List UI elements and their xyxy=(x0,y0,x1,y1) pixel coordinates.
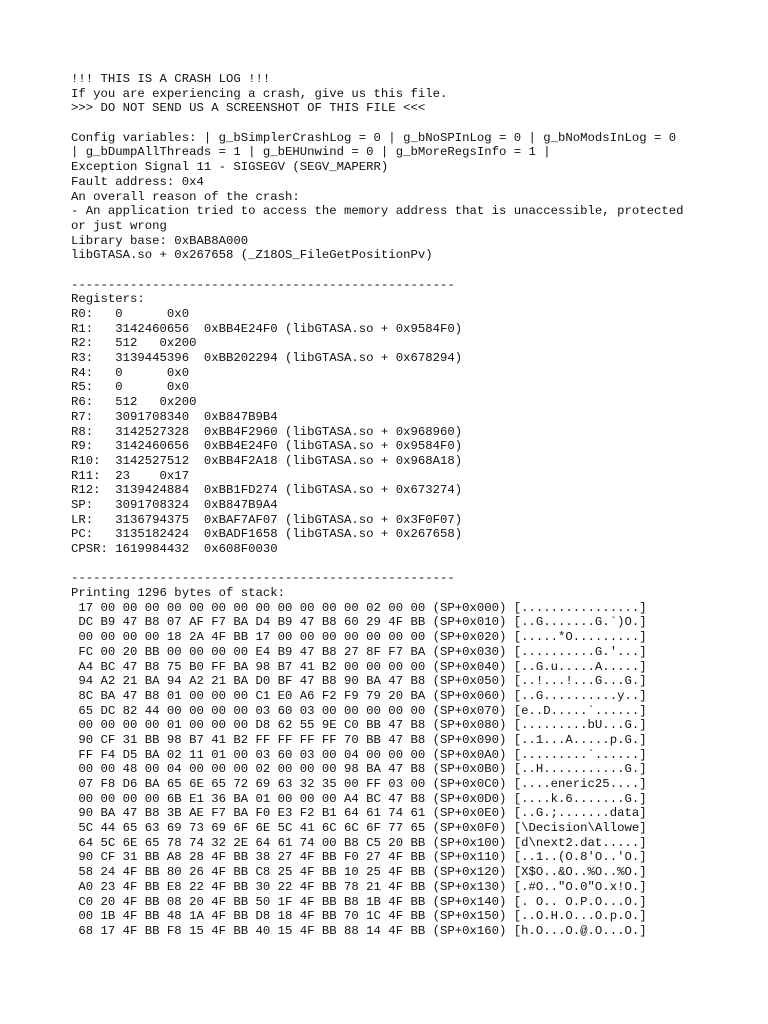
stack-dump-row: 94 A2 21 BA 94 A2 21 BA D0 BF 47 B8 90 BA 47 B8 (SP+0x050) [..!...!...G...G.] xyxy=(71,674,647,689)
stack-dump-row: 64 5C 6E 65 78 74 32 2E 64 61 74 00 B8 C5 20 BB (SP+0x100) [d\next2.dat.....] xyxy=(71,835,647,850)
log-line: Config variables: | g_bSimplerCrashLog = 0 | g_bNoSPInLog = 0 | g_bNoModsInLog = 0 xyxy=(71,130,677,145)
register-row: LR: 3136794375 0xBAF7AF07 (libGTASA.so + 0x3F0F07) xyxy=(71,512,463,527)
stack-dump-row: 00 00 00 00 6B E1 36 BA 01 00 00 00 A4 BC 47 B8 (SP+0x0D0) [....k.6.......G.] xyxy=(71,791,647,806)
log-line: Exception Signal 11 - SIGSEGV (SEGV_MAPERR) xyxy=(71,160,389,175)
separator-line: ---------------------------------------------------- xyxy=(71,571,455,586)
stack-dump-row: 58 24 4F BB 80 26 4F BB C8 25 4F BB 10 25 4F BB (SP+0x120) [X$O..&O..%O..%O.] xyxy=(71,865,647,880)
register-row: R11: 23 0x17 xyxy=(71,468,190,483)
stack-dump-row: 68 17 4F BB F8 15 4F BB 40 15 4F BB 88 14 4F BB (SP+0x160) [h.O...O.@.O...O.] xyxy=(71,923,647,938)
register-row: SP: 3091708324 0xB847B9A4 xyxy=(71,497,278,512)
log-line xyxy=(71,263,761,278)
stack-dump-row: 00 00 48 00 04 00 00 00 02 00 00 00 98 BA 47 B8 (SP+0x0B0) [..H...........G.] xyxy=(71,762,647,777)
stack-dump-row: A4 BC 47 B8 75 B0 FF BA 98 B7 41 B2 00 00 00 00 (SP+0x040) [..G.u.....A.....] xyxy=(71,659,647,674)
register-row: R12: 3139424884 0xBB1FD274 (libGTASA.so + 0x673274) xyxy=(71,483,463,498)
log-line: If you are experiencing a crash, give us this file. xyxy=(71,86,448,101)
separator-line: ---------------------------------------------------- xyxy=(71,277,455,292)
register-row: R6: 512 0x200 xyxy=(71,395,197,410)
register-row: R1: 3142460656 0xBB4E24F0 (libGTASA.so + 0x9584F0) xyxy=(71,321,463,336)
register-row: R7: 3091708340 0xB847B9B4 xyxy=(71,409,278,424)
stack-dump-row: 00 00 00 00 18 2A 4F BB 17 00 00 00 00 00 00 00 (SP+0x020) [.....*O.........] xyxy=(71,630,647,645)
stack-dump-row: 90 CF 31 BB 98 B7 41 B2 FF FF FF FF 70 BB 47 B8 (SP+0x090) [..1...A.....p.G.] xyxy=(71,732,647,747)
stack-dump-row: 65 DC 82 44 00 00 00 00 03 60 03 00 00 00 00 00 (SP+0x070) [e..D.....`......] xyxy=(71,703,647,718)
stack-dump-row: 07 F8 D6 BA 65 6E 65 72 69 63 32 35 00 FF 03 00 (SP+0x0C0) [....eneric25....] xyxy=(71,777,647,791)
log-line: libGTASA.so + 0x267658 (_Z18OS_FileGetPositionPv) xyxy=(71,248,433,263)
stack-dump-row: 5C 44 65 63 69 73 69 6F 6E 5C 41 6C 6C 6F 77 65 (SP+0x0F0) [\Decision\Allowe] xyxy=(71,821,647,836)
log-line: An overall reason of the crash: xyxy=(71,189,300,204)
stack-heading: Printing 1296 bytes of stack: xyxy=(71,586,286,601)
stack-dump-row: FF F4 D5 BA 02 11 01 00 03 60 03 00 04 00 00 00 (SP+0x0A0) [.........`......] xyxy=(71,747,647,762)
stack-dump-row: 00 00 00 00 01 00 00 00 D8 62 55 9E C0 BB 47 B8 (SP+0x080) [.........bU...G.] xyxy=(71,718,647,733)
stack-dump-row: DC B9 47 B8 07 AF F7 BA D4 B9 47 B8 60 29 4F BB (SP+0x010) [..G.......G.`)O.] xyxy=(71,615,647,630)
register-row: R0: 0 0x0 xyxy=(71,307,190,321)
crash-log-text xyxy=(71,72,761,939)
register-row: R4: 0 0x0 xyxy=(71,365,190,380)
log-line: - An application tried to access the memory address that is unaccessible, protected xyxy=(71,204,684,219)
log-line: Library base: 0xBAB8A000 xyxy=(71,233,249,248)
stack-dump-row: C0 20 4F BB 08 20 4F BB 50 1F 4F BB B8 1B 4F BB (SP+0x140) [. O.. O.P.O...O.] xyxy=(71,894,647,909)
register-row: PC: 3135182424 0xBADF1658 (libGTASA.so + 0x267658) xyxy=(71,527,463,542)
register-row: R8: 3142527328 0xBB4F2960 (libGTASA.so + 0x968960) xyxy=(71,424,463,439)
registers-heading: Registers: xyxy=(71,292,145,307)
register-row: CPSR: 1619984432 0x608F0030 xyxy=(71,542,278,556)
stack-dump-row: 17 00 00 00 00 00 00 00 00 00 00 00 00 02 00 00 (SP+0x000) [................] xyxy=(71,600,647,615)
stack-dump-row: 90 CF 31 BB A8 28 4F BB 38 27 4F BB F0 27 4F BB (SP+0x110) [..1..(O.8'O..'O.] xyxy=(71,850,647,865)
log-line: Fault address: 0x4 xyxy=(71,174,204,189)
register-row: R10: 3142527512 0xBB4F2A18 (libGTASA.so + 0x968A18) xyxy=(71,453,463,468)
register-row: R3: 3139445396 0xBB202294 (libGTASA.so + 0x678294) xyxy=(71,351,463,366)
log-line xyxy=(71,116,761,131)
log-line: | g_bDumpAllThreads = 1 | g_bEHUnwind = 0 | g_bMoreRegsInfo = 1 | xyxy=(71,145,551,160)
stack-dump-row: 90 BA 47 B8 3B AE F7 BA F0 E3 F2 B1 64 61 74 61 (SP+0x0E0) [..G.;.......data] xyxy=(71,806,647,821)
log-line: or just wrong xyxy=(71,218,167,233)
log-line: !!! THIS IS A CRASH LOG !!! xyxy=(71,72,271,86)
stack-dump-row: 00 1B 4F BB 48 1A 4F BB D8 18 4F BB 70 1C 4F BB (SP+0x150) [..O.H.O...O.p.O.] xyxy=(71,909,647,924)
stack-dump-row: 8C BA 47 B8 01 00 00 00 C1 E0 A6 F2 F9 79 20 BA (SP+0x060) [..G..........y..] xyxy=(71,688,647,703)
register-row: R2: 512 0x200 xyxy=(71,336,197,351)
log-line xyxy=(71,557,761,572)
stack-dump-row: FC 00 20 BB 00 00 00 00 E4 B9 47 B8 27 8F F7 BA (SP+0x030) [..........G.'...] xyxy=(71,644,647,659)
stack-dump-row: A0 23 4F BB E8 22 4F BB 30 22 4F BB 78 21 4F BB (SP+0x130) [.#O.."O.0"O.x!O.] xyxy=(71,879,647,894)
log-line: >>> DO NOT SEND US A SCREENSHOT OF THIS FILE <<< xyxy=(71,101,426,116)
register-row: R5: 0 0x0 xyxy=(71,380,190,395)
register-row: R9: 3142460656 0xBB4E24F0 (libGTASA.so + 0x9584F0) xyxy=(71,439,463,454)
